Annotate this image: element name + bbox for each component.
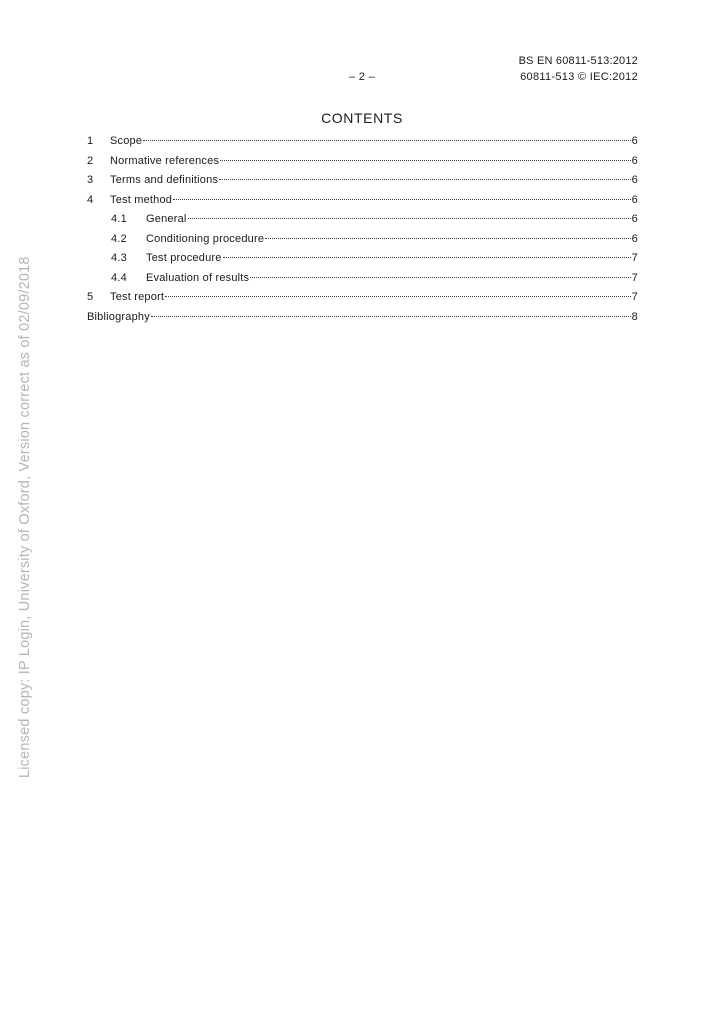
toc-entry-number: 1 xyxy=(87,135,94,147)
toc-entry-number: 3 xyxy=(87,174,94,186)
dot-leader xyxy=(250,267,630,278)
toc-entry-page: 7 xyxy=(631,271,638,284)
toc-entry-page: 8 xyxy=(631,310,638,323)
toc-entry-page: 6 xyxy=(631,193,638,206)
dot-leader xyxy=(220,150,631,161)
dot-leader xyxy=(151,306,631,317)
toc-entry-title: Test report xyxy=(110,291,165,303)
license-watermark: Licensed copy: IP Login, University of Oxford, Version correct as of 02/09/2018 xyxy=(17,256,33,778)
toc-entry-number: 4.4 xyxy=(111,271,127,284)
toc-entry-page: 6 xyxy=(631,135,638,147)
toc-entry-page: 7 xyxy=(631,291,638,303)
toc-entry-title: Terms and definitions xyxy=(110,174,219,186)
dot-leader xyxy=(188,208,631,219)
toc-entry-page: 6 xyxy=(631,174,638,186)
dot-leader xyxy=(223,247,631,258)
toc-entry-number: 2 xyxy=(87,154,94,167)
contents-heading: CONTENTS xyxy=(321,110,403,126)
toc-entry-page: 6 xyxy=(631,213,638,225)
toc-entry-number: 5 xyxy=(87,291,94,303)
toc-entry-number: 4.2 xyxy=(111,232,127,245)
table-of-contents xyxy=(87,132,638,327)
toc-entry-number: 4 xyxy=(87,193,94,206)
page-number: – 2 – xyxy=(349,71,375,83)
toc-entry-title: Scope xyxy=(110,135,143,147)
iec-reference: 60811-513 © IEC:2012 xyxy=(520,71,638,83)
document-standard-number: BS EN 60811-513:2012 xyxy=(518,55,638,67)
toc-entry-title: Normative references xyxy=(110,154,220,167)
dot-leader xyxy=(143,130,630,141)
toc-entry-title: Evaluation of results xyxy=(146,271,250,284)
toc-entry-title: Bibliography xyxy=(87,310,150,323)
toc-entry-page: 6 xyxy=(631,232,638,245)
dot-leader xyxy=(173,189,631,200)
dot-leader xyxy=(165,286,631,297)
toc-entry-number: 4.1 xyxy=(111,213,127,225)
toc-entry-title: Conditioning procedure xyxy=(146,232,265,245)
toc-entry-title: Test procedure xyxy=(146,252,222,264)
dot-leader xyxy=(219,169,631,180)
toc-entry-page: 6 xyxy=(631,154,638,167)
toc-entry-title: General xyxy=(146,213,187,225)
toc-entry-number: 4.3 xyxy=(111,252,127,264)
dot-leader xyxy=(265,228,631,239)
toc-entry-bibliography[interactable] xyxy=(87,308,638,328)
toc-entry-page: 7 xyxy=(631,252,638,264)
toc-entry-title: Test method xyxy=(110,193,173,206)
